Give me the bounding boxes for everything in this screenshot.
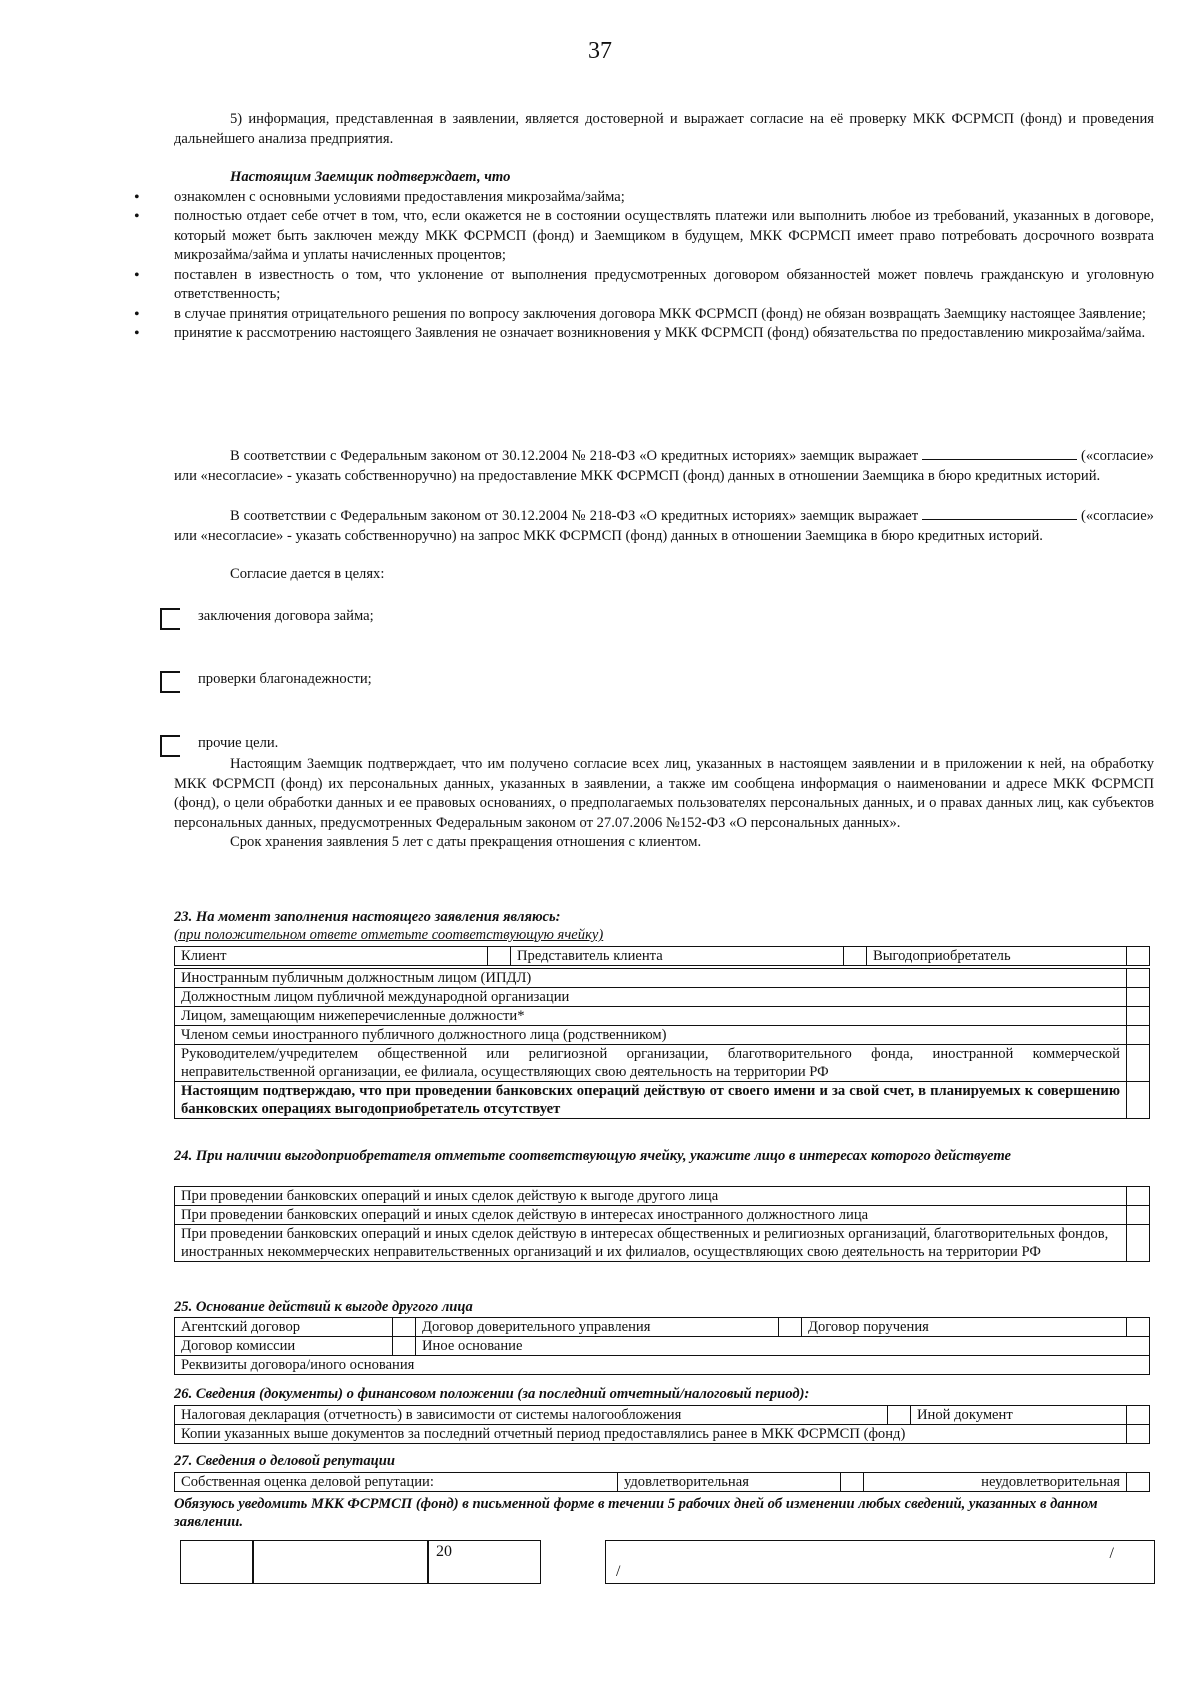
section-27-title: 27. Сведения о деловой репутации (174, 1453, 396, 1469)
role-client-cell[interactable] (488, 947, 511, 966)
section-23-hint: (при положительном ответе отметьте соответствующую ячейку) (174, 927, 604, 943)
beneficiary-cell[interactable] (1127, 1187, 1150, 1206)
consent2-text-a: В соответствии с Федеральным законом от 30.12.2004 № 218-ФЗ «О кредитных историях» заемщик выражает (230, 508, 919, 524)
personal-data-text: Настоящим Заемщик подтверждает, что им получено согласие всех лиц, указанных в настоящем заявлении и в приложении к ней, на обработку МКК ФСРМСП (фонд) их персональных данных, указанных в заявлении, а также им сообщена информация о наименовании и адресе МКК ФСРМСП (фонд), о цели обработки данных и ее правовых основаниях, о предполагаемых пользователях персональных данных, и о правах данных лиц, как субъектов персональных данных, предусмотренных Федеральным законом от 27.07.2006 №152-ФЗ «О персональных данных». (174, 756, 1154, 831)
consent2-blank[interactable] (922, 505, 1077, 520)
personal-data-block (174, 755, 1154, 853)
section-27-table (174, 1472, 1150, 1492)
fin-copies-provided: Копии указанных выше документов за последний отчетный период предоставлялись ранее в МКК ФСРМСП (фонд) (175, 1425, 1127, 1444)
purpose-label-reliability: проверки благонадежности; (198, 671, 372, 687)
fin-copies-provided-cell[interactable] (1127, 1425, 1150, 1444)
purpose-intro (174, 565, 1154, 585)
status-cell[interactable] (1127, 1026, 1150, 1045)
year-prefix: 20 (436, 1543, 452, 1560)
table-row: При проведении банковских операций и иных сделок действую к выгоде другого лица (175, 1187, 1127, 1206)
role-beneficiary: Выгодоприобретатель (867, 947, 1127, 966)
notify-text: Обязуюсь уведомить МКК ФСРМСП (фонд) в письменной форме в течении 5 рабочих дней об изменении любых сведений, указанных в данном заявлении. (174, 1496, 1098, 1530)
basis-commission-cell[interactable] (393, 1337, 416, 1356)
fin-other-document: Иной документ (911, 1406, 1127, 1425)
table-row: Иностранным публичным должностным лицом (ИПДЛ) (175, 969, 1127, 988)
list-item: • принятие к рассмотрению настоящего Заявления не означает возникновения у МКК ФСРМСП (фонд) обязательства по предоставлению микрозайма/займа. (44, 324, 1154, 344)
paragraph-5-text: 5) информация, представленная в заявлении, является достоверной и выражает согласие на её проверку МКК ФСРМСП (фонд) и проведения дальнейшего анализа предприятия. (174, 111, 1154, 147)
status-cell[interactable] (1127, 1007, 1150, 1026)
confirm-block (174, 168, 1154, 344)
date-day-box[interactable] (180, 1540, 254, 1584)
reputation-satisfactory: удовлетворительная (618, 1473, 841, 1492)
basis-trust: Договор доверительного управления (416, 1318, 779, 1337)
list-item: • в случае принятия отрицательного решения по вопросу заключения договора МКК ФСРМСП (фонд) не обязан возвращать Заемщику настоящее Заявление; (44, 305, 1154, 325)
fin-tax-declaration-cell[interactable] (888, 1406, 911, 1425)
storage-text: Срок хранения заявления 5 лет с даты прекращения отношения с клиентом. (230, 834, 702, 850)
section-25-title: 25. Основание действий к выгоде другого лица (174, 1299, 473, 1315)
paragraph-5 (174, 110, 1154, 149)
table-row: При проведении банковских операций и иных сделок действую в интересах иностранного должностного лица (175, 1206, 1127, 1225)
fin-tax-declaration: Налоговая декларация (отчетность) в зависимости от системы налогообложения (175, 1406, 888, 1425)
list-item: • ознакомлен с основными условиями предоставления микрозайма/займа; (44, 188, 1154, 208)
reputation-unsatisfactory: неудовлетворительная (864, 1473, 1127, 1492)
role-representative-cell[interactable] (844, 947, 867, 966)
purpose-checkbox-reliability[interactable] (160, 671, 180, 693)
section-26-title: 26. Сведения (документы) о финансовом положении (за последний отчетный/налоговый период): (174, 1386, 810, 1402)
list-item: • полностью отдает себе отчет в том, что, если окажется не в состоянии осуществлять платежи или выполнить любое из требований, указанных в договоре, который может быть заключен между МКК ФСРМСП (фонд) и Заемщиком в будущем, МКК ФСРМСП имеет право потребовать досрочного возврата микрозайма/займа и уплаты начисленных процентов; (44, 207, 1154, 266)
table-row-no-beneficiary: Настоящим подтверждаю, что при проведении банковских операций действую от своего имени и за свой счет, в планируемых к совершению банковских операциях выгодоприобретатель отсутствует (175, 1082, 1127, 1119)
basis-agency: Агентский договор (175, 1318, 393, 1337)
page-number: 37 (588, 38, 612, 64)
purpose-label-loan: заключения договора займа; (198, 608, 374, 624)
basis-commission-order-cell[interactable] (1127, 1318, 1150, 1337)
consent1-blank[interactable] (922, 445, 1077, 460)
section-26-table (174, 1405, 1150, 1444)
consent-credit-provide (174, 445, 1154, 486)
section-23-status-table (174, 968, 1150, 1119)
date-year-box[interactable] (427, 1540, 541, 1584)
purpose-intro-text: Согласие дается в целях: (230, 566, 385, 582)
status-cell[interactable] (1127, 988, 1150, 1007)
status-cell[interactable] (1127, 1082, 1150, 1119)
table-row: При проведении банковских операций и иных сделок действую в интересах общественных и религиозных организаций, благотворительных фондов, иностранных некоммерческих неправительственных организаций и их филиалов, осуществляющих свою деятельность на территории РФ (175, 1225, 1127, 1262)
status-cell[interactable] (1127, 969, 1150, 988)
reputation-satisfactory-cell[interactable] (841, 1473, 864, 1492)
consent2-text-b: («согласие» или «несогласие» - указать собственноручно) на запрос МКК ФСРМСП (фонд) данных в отношении Заемщика в бюро кредитных историй. (174, 508, 1154, 544)
reputation-unsatisfactory-cell[interactable] (1127, 1473, 1150, 1492)
table-row: Лицом, замещающим нижеперечисленные должности* (175, 1007, 1127, 1026)
role-beneficiary-cell[interactable] (1127, 947, 1150, 966)
beneficiary-cell[interactable] (1127, 1206, 1150, 1225)
signature-box[interactable] (605, 1540, 1155, 1584)
consent1-text-a: В соответствии с Федеральным законом от 30.12.2004 № 218-ФЗ «О кредитных историях» заемщик выражает (230, 448, 919, 464)
role-client: Клиент (175, 947, 488, 966)
list-item: • поставлен в известность о том, что уклонение от выполнения предусмотренных договором обязанностей может повлечь гражданскую и уголовную ответственность; (44, 266, 1154, 305)
basis-trust-cell[interactable] (779, 1318, 802, 1337)
purpose-checkbox-loan[interactable] (160, 608, 180, 630)
status-cell[interactable] (1127, 1045, 1150, 1082)
signature-slash-2: / (616, 1563, 621, 1580)
basis-commission: Договор комиссии (175, 1337, 393, 1356)
purpose-checkbox-other[interactable] (160, 735, 180, 757)
basis-details: Реквизиты договора/иного основания (175, 1356, 1150, 1375)
confirm-heading: Настоящим Заемщик подтверждает, что (230, 169, 511, 185)
role-representative: Представитель клиента (511, 947, 844, 966)
consent-credit-request (174, 505, 1154, 546)
table-row: Членом семьи иностранного публичного должностного лица (родственником) (175, 1026, 1127, 1045)
beneficiary-cell[interactable] (1127, 1225, 1150, 1262)
basis-agency-cell[interactable] (393, 1318, 416, 1337)
section-24-table (174, 1186, 1150, 1262)
consent1-text-b: («согласие» или «несогласие» - указать собственноручно) на предоставление МКК ФСРМСП (фонд) данных в отношении Заемщика в бюро кредитных историй. (174, 448, 1154, 484)
section-23-title: 23. На момент заполнения настоящего заявления являюсь: (174, 909, 561, 925)
section-25-table (174, 1317, 1150, 1375)
basis-other: Иное основание (416, 1337, 1150, 1356)
purpose-label-other: прочие цели. (198, 735, 279, 751)
section-24-title: 24. При наличии выгодоприобретателя отметьте соответствующую ячейку, укажите лицо в интересах которого действуете (174, 1148, 1011, 1164)
table-row: Должностным лицом публичной международной организации (175, 988, 1127, 1007)
confirm-list (44, 188, 1154, 344)
fin-other-document-cell[interactable] (1127, 1406, 1150, 1425)
date-month-box[interactable] (252, 1540, 429, 1584)
section-23-roles-table (174, 946, 1150, 966)
reputation-label: Собственная оценка деловой репутации: (175, 1473, 618, 1492)
signature-slash-1: / (1109, 1545, 1114, 1562)
basis-commission-order: Договор поручения (802, 1318, 1127, 1337)
table-row: Руководителем/учредителем общественной или религиозной организации, благотворительного фонда, иностранной коммерческой неправительственной организации, ее филиала, осуществляющих свою деятельность на территории РФ (175, 1045, 1127, 1082)
